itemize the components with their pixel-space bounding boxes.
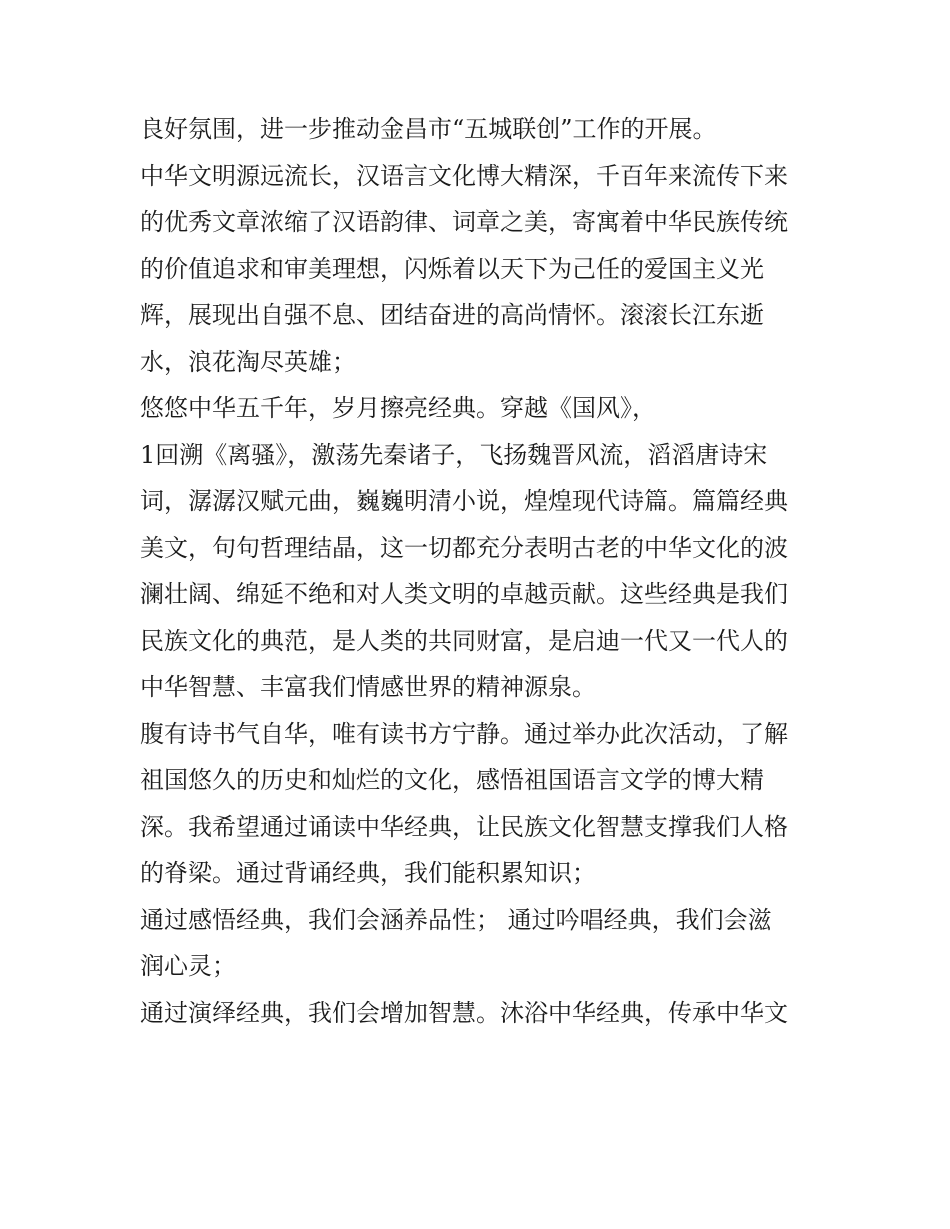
text-line: 通过演绎经典，我们会增加智慧。沐浴中华经典，传承中华文: [140, 998, 788, 1027]
text-line: 的优秀文章浓缩了汉语韵律、词章之美，寄寓着中华民族传统: [140, 208, 788, 236]
text-line: 深。我希望通过诵读中华经典，让民族文化智慧支撑我们人格: [140, 812, 788, 841]
text-line: 中华文明源远流长，汉语言文化博大精深，千百年来流传下来: [140, 161, 788, 190]
text-line: 通过感悟经典，我们会涵养品性； 通过吟唱经典，我们会滋: [140, 905, 772, 934]
text-line: 词，潺潺汉赋元曲，巍巍明清小说，煌煌现代诗篇。篇篇经典: [140, 487, 788, 515]
text-line: 美文，句句哲理结晶，这一切都充分表明古老的中华文化的波: [140, 533, 788, 562]
text-line: 民族文化的典范，是人类的共同财富，是启迪一代又一代人的: [140, 626, 788, 655]
text-line: 的脊梁。通过背诵经典，我们能积累知识；: [140, 859, 596, 887]
text-line: 良好氛围，进一步推动金昌市“五城联创”工作的开展。: [140, 115, 717, 143]
text-line: 润心灵；: [140, 952, 236, 980]
text-line: 水，浪花淘尽英雄；: [140, 347, 356, 376]
text-line: 辉，展现出自强不息、团结奋进的高尚情怀。滚滚长江东逝: [140, 301, 764, 329]
text-line: 澜壮阔、绵延不绝和对人类文明的卓越贡献。这些经典是我们: [140, 580, 788, 608]
document-body: [140, 106, 820, 1036]
text-line: 中华智慧、丰富我们情感世界的精神源泉。: [140, 673, 596, 701]
text-line: 腹有诗书气自华，唯有读书方宁静。通过举办此次活动，了解: [140, 719, 788, 748]
text-line: 祖国悠久的历史和灿烂的文化，感悟祖国语言文学的博大精: [140, 766, 764, 794]
text-line: 悠悠中华五千年，岁月擦亮经典。穿越《国风》，: [140, 394, 656, 422]
text-line: 1回溯《离骚》，激荡先秦诸子，飞扬魏晋风流，滔滔唐诗宋: [140, 440, 768, 469]
text-line: 的价值追求和审美理想，闪烁着以天下为己任的爱国主义光: [140, 254, 764, 283]
